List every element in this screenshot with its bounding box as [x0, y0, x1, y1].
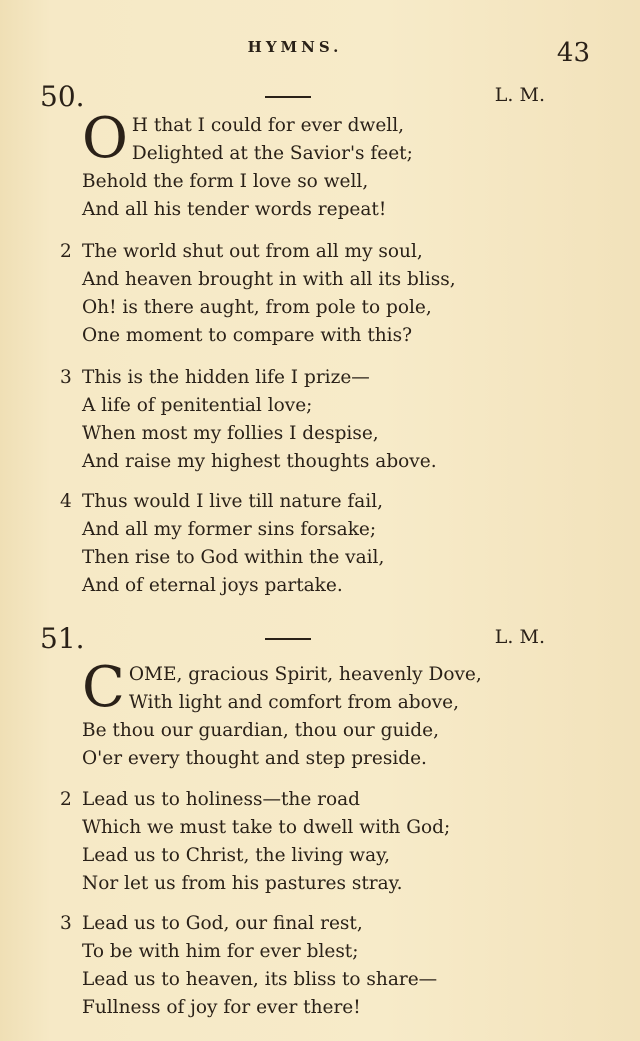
hymn-number: 50. — [40, 80, 85, 113]
verse-line: Which we must take to dwell with God; — [82, 817, 451, 838]
verse-number: 3 — [60, 913, 72, 934]
verse-line: H that I could for ever dwell, — [131, 115, 404, 136]
verse-line: Lead us to heaven, its bliss to share— — [82, 969, 438, 990]
verse-line: And raise my highest thoughts above. — [82, 451, 437, 472]
verse-number: 3 — [60, 367, 72, 388]
verse-line: And all my former sins forsake; — [82, 519, 377, 540]
verse-line: Lead us to God, our final rest, — [82, 913, 363, 934]
hymn-51-verse-2 — [60, 786, 500, 898]
verse-number: 4 — [60, 491, 72, 512]
verse-line: Thus would I live till nature fail, — [82, 491, 383, 512]
hymn-51-verse-1 — [60, 655, 500, 773]
verse-line: The world shut out from all my soul, — [82, 241, 423, 262]
verse-line: Lead us to Christ, the living way, — [82, 845, 391, 866]
drop-cap: C — [82, 655, 125, 720]
verse-line: Behold the form I love so well, — [82, 171, 369, 192]
verse-line: Fullness of joy for ever there! — [82, 997, 361, 1018]
verse-line: And of eternal joys partake. — [82, 575, 343, 596]
verse-line: And all his tender words repeat! — [82, 199, 387, 220]
verse-line: Lead us to holiness—the road — [82, 789, 360, 810]
verse-line: O'er every thought and step preside. — [82, 748, 427, 769]
hymn-50-verse-3 — [60, 364, 500, 476]
drop-cap: O — [82, 106, 128, 171]
hymn-meter: L. M. — [494, 84, 545, 106]
verse-line: And heaven brought in with all its bliss, — [82, 269, 456, 290]
hymn-50-verse-2 — [60, 238, 500, 350]
verse-line: Nor let us from his pastures stray. — [82, 873, 403, 894]
verse-line: Oh! is there aught, from pole to pole, — [82, 297, 432, 318]
verse-line: Be thou our guardian, thou our guide, — [82, 720, 439, 741]
verse-line: This is the hidden life I prize— — [82, 367, 370, 388]
verse-line: A life of penitential love; — [82, 395, 313, 416]
verse-number: 2 — [60, 789, 72, 810]
hymn-50-verse-4 — [60, 488, 500, 600]
verse-number: 2 — [60, 241, 72, 262]
running-title: HYMNS. — [247, 38, 343, 56]
hymn-rule — [265, 96, 311, 98]
page-number: 43 — [556, 38, 590, 68]
hymn-50-verse-1 — [60, 106, 500, 224]
verse-line: With light and comfort from above, — [128, 692, 459, 713]
verse-line: To be with him for ever blest; — [82, 941, 359, 962]
hymn-number: 51. — [40, 622, 85, 655]
verse-line: One moment to compare with this? — [82, 325, 413, 346]
hymn-51-verse-3 — [60, 910, 500, 1022]
hymn-meter: L. M. — [494, 626, 545, 648]
verse-line: OME, gracious Spirit, heavenly Dove, — [128, 664, 482, 685]
verse-line: When most my follies I despise, — [82, 423, 379, 444]
hymn-rule — [265, 638, 311, 640]
verse-line: Then rise to God within the vail, — [82, 547, 385, 568]
verse-line: Delighted at the Savior's feet; — [131, 143, 413, 164]
